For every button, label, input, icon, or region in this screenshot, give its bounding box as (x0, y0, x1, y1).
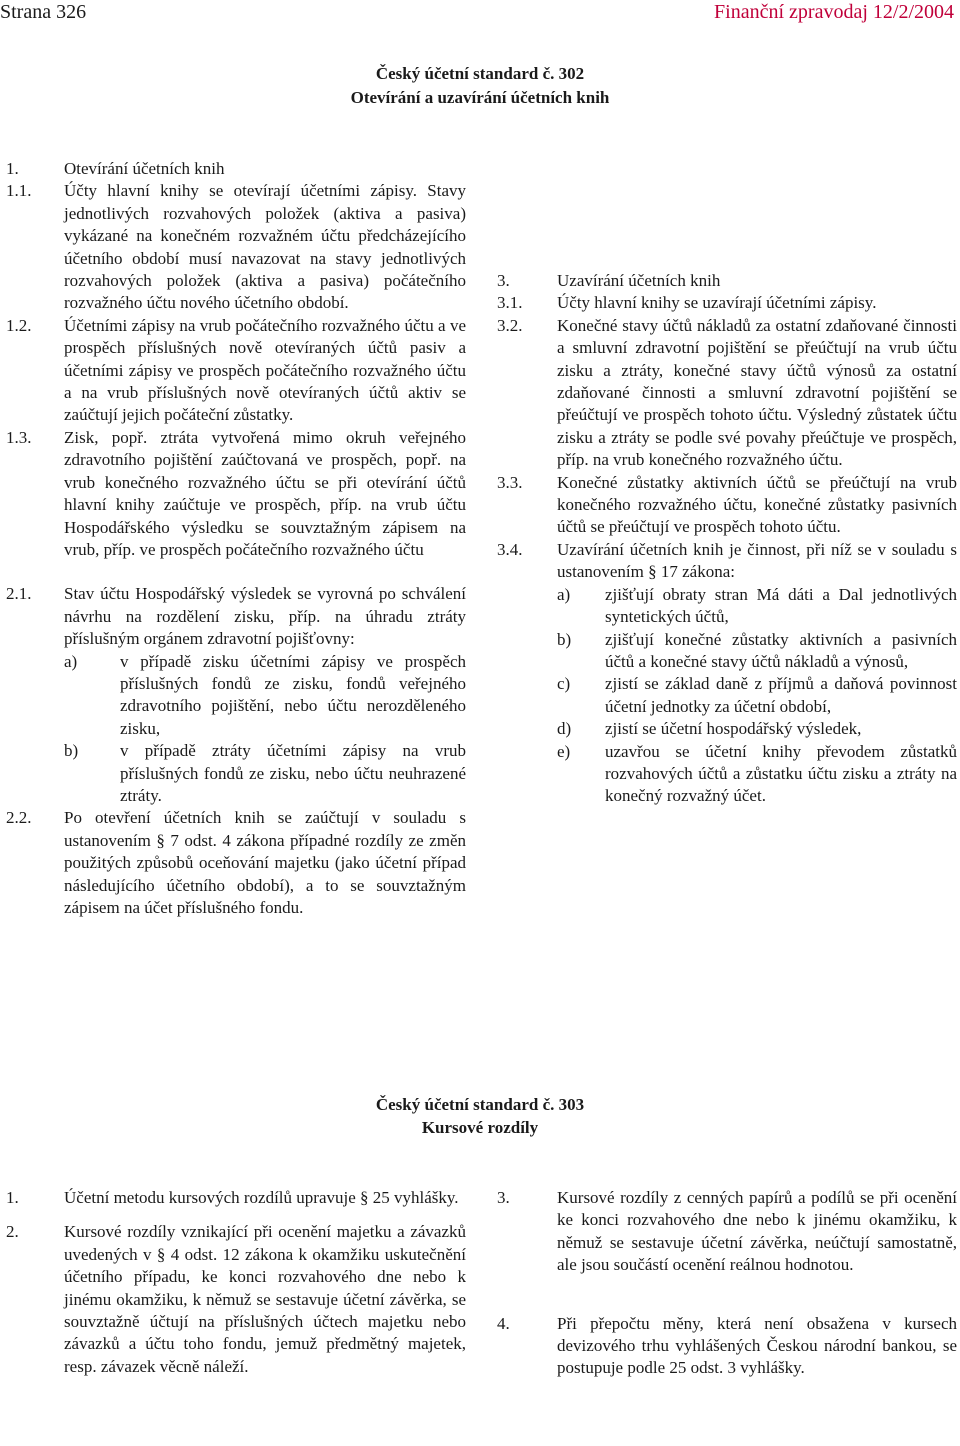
standard-303-title: Český účetní standard č. 303 (375, 1095, 585, 1114)
paragraph: 2.2. Po otevření účetních knih se zaúčtují v souladu s ustanovením § 7 odst. 4 zákona případné rozdíly ze změn použitých způsobů oceňování majetku (jako účetní případ následujícího účetního období), a to se souvztažným zápisem na účet příslušného fondu. (6, 808, 466, 917)
paragraph: 4. Při přepočtu měny, která není obsažena v kursech devizového trhu vyhlášených Českou národní bankou, se postupuje podle 25 odst. 3 vyhlášky. (497, 1313, 957, 1378)
page-number: Strana 326 (0, 1, 87, 23)
journal-title: Finanční zpravodaj 12/2/2004 (714, 1, 954, 23)
standard-302-subtitle: Otevírání a uzavírání účetních knih (350, 88, 610, 107)
list-item: a) v případě zisku účetními zápisy ve prospěch příslušných fondů ze zisku, fondů veřejného zdravotního pojištění, nebo účtu nerozděleného zisku, (64, 651, 466, 738)
list-item: e) uzavřou se účetní knihy převodem zůstatků rozvahových účtů a zůstatku účtu zisku a ztráty na konečný rozvažný účet. (557, 741, 957, 806)
standard-303-right-column (497, 1187, 957, 1380)
paragraph: 1. Účetní metodu kursových rozdílů upravuje § 25 vyhlášky. (6, 1188, 459, 1207)
standard-303-subtitle: Kursové rozdíly (421, 1118, 539, 1137)
section-heading: 3. Uzavírání účetních knih (497, 271, 721, 290)
paragraph: 3.3. Konečné zůstatky aktivních účtů se přeúčtují na vrub konečného rozvažného účtu, konečné zůstatky pasivních účtů se přeúčtují ve prospěch tohoto účtu. (497, 472, 957, 537)
paragraph: 3.2. Konečné stavy účtů nákladů za ostatní zdaňované činnosti a smluvní zdravotní pojištění se přeúčtují na vrub účtu zisku a ztráty, konečné stavy účtů výnosů za ostatní zdaňované činnosti a smluvní zdravotní pojištění se přeúčtují ve prospěch tohoto účtu. Výsledný zůstatek účtu zisku a ztráty se podle své povahy přeúčtuje ve prospěch, příp. na vrub konečného rozvažného účtu. (497, 315, 957, 470)
paragraph: 1.1. Účty hlavní knihy se otevírají účetními zápisy. Stavy jednotlivých rozvahových položek (aktiva a pasiva) vykázané na konečném rozvažném účtu předcházejícího účetního období musí navazovat na stavy jednotlivých rozvahových položek (aktiva a pasiva) počátečního rozvažného účtu nového účetního období. (6, 181, 466, 313)
paragraph: 3. Kursové rozdíly z cenných papírů a podílů se při ocenění ke konci rozvahového dne nebo k jinému okamžiku, k němuž se sestavuje účetní závěrka, neúčtují samostatně, ale jsou součástí ocenění reálnou hodnotou. (497, 1188, 957, 1275)
paragraph: 1.3. Zisk, popř. ztráta vytvořená mimo okruh veřejného zdravotního pojištění zaúčtovaná ve prospěch, popř. na vrub konečného rozvažného účtu se při otevírání účtů hlavní knihy zaúčtuje ve prospěch, příp. na vrub účtu Hospodářského výsledku se souvztažným zápisem na vrub, příp. ve prospěch počátečního rozvažného účtu (6, 427, 466, 559)
standard-302-right-column (497, 270, 957, 808)
section-heading: 1. Otevírání účetních knih (6, 159, 225, 178)
standard-303-left-column (6, 1187, 466, 1378)
paragraph: 3.1. Účty hlavní knihy se uzavírají účetními zápisy. (497, 293, 877, 313)
paragraph: 1.2. Účetními zápisy na vrub počátečního rozvažného účtu a ve prospěch příslušných nově otevíraných účtů pasiv a účetními zápisy ve prospěch počátečního rozvažného účtu a na vrub příslušných nově otevíraných účtů aktiv se zaúčtují jejich počáteční zůstatky. (6, 315, 466, 425)
paragraph: 2.1. Stav účtu Hospodářský výsledek se vyrovná po schválení návrhu na rozdělení zisku, příp. na úhradu ztráty příslušným orgánem zdravotní pojišťovny: (6, 584, 466, 649)
list-item: b) v případě ztráty účetními zápisy na vrub příslušných fondů ze zisku, nebo účtu neuhrazené ztráty. (64, 741, 466, 805)
paragraph: 3.4. Uzavírání účetních knih je činnost, při níž se v souladu s ustanovením § 17 zákona: (497, 539, 957, 582)
list-item: d) zjistí se účetní hospodářský výsledek, (557, 719, 862, 739)
paragraph: 2. Kursové rozdíly vznikající při ocenění majetku a závazků uvedených v § 4 odst. 12 zákona k okamžiku uskutečnění účetního případu, ke konci rozvahového dne nebo k jinému okamžiku, k němuž se sestavuje účetní závěrka, se souvztažně účtují na příslušných účtech majetku nebo závazků a účtu toho fondu, jemuž předmětný majetek, resp. závazek věcně náleží. (6, 1222, 466, 1376)
list-item: c) zjistí se základ daně z příjmů a daňová povinnost účetní jednotky za účetní období, (557, 674, 957, 716)
list-item: a) zjišťují obraty stran Má dáti a Dal jednotlivých syntetických účtů, (557, 584, 957, 627)
standard-302-left-column (6, 158, 466, 919)
list-item: b) zjišťují konečné zůstatky aktivních a pasivních účtů a konečné stavy účtů nákladů a výnosů, (557, 629, 957, 671)
standard-302-title: Český účetní standard č. 302 (375, 64, 585, 83)
